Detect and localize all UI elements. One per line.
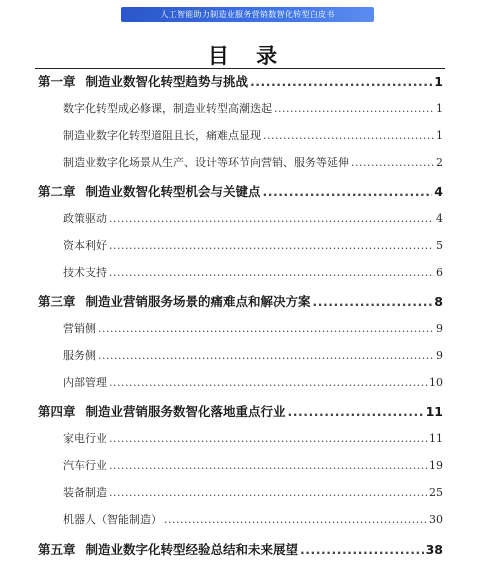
toc-section-4-2[interactable] xyxy=(63,457,443,477)
toc-chapter-2[interactable] xyxy=(38,182,443,202)
toc-chapter-3[interactable] xyxy=(38,292,443,312)
section-title: 数字化转型成必修课，制造业转型高潮迭起 xyxy=(63,102,272,115)
chapter-title: 制造业营销服务数智化落地重点行业 xyxy=(85,404,286,419)
leader-dots xyxy=(263,184,433,199)
leader-dots xyxy=(109,239,434,252)
page-number: 1 xyxy=(434,74,443,89)
leader-dots xyxy=(98,349,434,362)
toc-section-2-3[interactable] xyxy=(63,264,443,284)
section-title: 制造业数字化转型道阻且长，痛难点显现 xyxy=(63,129,261,142)
chapter-number: 第三章 xyxy=(38,294,76,309)
section-title: 装备制造 xyxy=(63,486,107,499)
section-title: 家电行业 xyxy=(63,432,107,445)
toc-chapter-1[interactable] xyxy=(38,72,443,92)
toc-section-2-1[interactable] xyxy=(63,210,443,230)
toc-section-3-2[interactable] xyxy=(63,347,443,367)
page-number: 30 xyxy=(429,513,443,526)
leader-dots xyxy=(109,376,427,389)
toc-section-1-2[interactable] xyxy=(63,127,443,147)
toc-section-4-1[interactable] xyxy=(63,430,443,450)
chapter-number: 第五章 xyxy=(38,542,76,557)
section-title: 营销侧 xyxy=(63,322,96,335)
page-number: 6 xyxy=(436,266,443,279)
leader-dots xyxy=(98,322,434,335)
leader-dots xyxy=(313,294,433,309)
page-number: 25 xyxy=(429,486,443,499)
toc-section-1-1[interactable] xyxy=(63,100,443,120)
page-number: 5 xyxy=(436,239,443,252)
chapter-number: 第一章 xyxy=(38,74,76,89)
section-title: 服务侧 xyxy=(63,349,96,362)
chapter-title: 制造业营销服务场景的痛难点和解决方案 xyxy=(85,294,311,309)
leader-dots xyxy=(164,513,427,526)
section-title: 资本利好 xyxy=(63,239,107,252)
page-number: 2 xyxy=(436,156,443,169)
leader-dots xyxy=(109,432,427,445)
section-title: 制造业数字化场景从生产、设计等环节向营销、服务等延伸 xyxy=(63,156,349,169)
leader-dots xyxy=(250,74,432,89)
toc-section-3-3[interactable] xyxy=(63,374,443,394)
toc-section-4-3[interactable] xyxy=(63,484,443,504)
leader-dots xyxy=(274,102,434,115)
page-number: 11 xyxy=(425,404,443,419)
toc-chapter-5[interactable] xyxy=(38,540,443,560)
page-number: 1 xyxy=(436,129,443,142)
page-number: 19 xyxy=(429,459,443,472)
leader-dots xyxy=(351,156,434,169)
page-number: 4 xyxy=(434,184,443,199)
chapter-number: 第四章 xyxy=(38,404,76,419)
toc-section-2-2[interactable] xyxy=(63,237,443,257)
leader-dots xyxy=(288,404,424,419)
page-number: 8 xyxy=(434,294,443,309)
toc-chapter-4[interactable] xyxy=(38,402,443,422)
page-number: 1 xyxy=(436,102,443,115)
leader-dots xyxy=(109,212,434,225)
toc-section-4-4[interactable] xyxy=(63,511,443,531)
leader-dots xyxy=(300,542,424,557)
page-number: 9 xyxy=(436,322,443,335)
toc-section-1-3[interactable] xyxy=(63,154,443,174)
page-number: 38 xyxy=(425,542,443,557)
page-number: 10 xyxy=(429,376,443,389)
page-number: 9 xyxy=(436,349,443,362)
chapter-title: 制造业数智化转型趋势与挑战 xyxy=(85,74,249,89)
section-title: 汽车行业 xyxy=(63,459,107,472)
leader-dots xyxy=(109,266,434,279)
leader-dots xyxy=(263,129,434,142)
chapter-title: 制造业数智化转型机会与关键点 xyxy=(85,184,261,199)
section-title: 政策驱动 xyxy=(63,212,107,225)
leader-dots xyxy=(109,486,427,499)
section-title: 技术支持 xyxy=(63,266,107,279)
toc-section-3-1[interactable] xyxy=(63,320,443,340)
page-number: 11 xyxy=(429,432,443,445)
chapter-title: 制造业数字化转型经验总结和未来展望 xyxy=(85,542,299,557)
page-number: 4 xyxy=(436,212,443,225)
leader-dots xyxy=(109,459,427,472)
section-title: 内部管理 xyxy=(63,376,107,389)
section-title: 机器人（智能制造） xyxy=(63,513,162,526)
toc-title: 目 录 xyxy=(207,44,288,68)
chapter-number: 第二章 xyxy=(38,184,76,199)
banner-title: 人工智能助力制造业服务营销数智化转型白皮书 xyxy=(160,10,335,19)
